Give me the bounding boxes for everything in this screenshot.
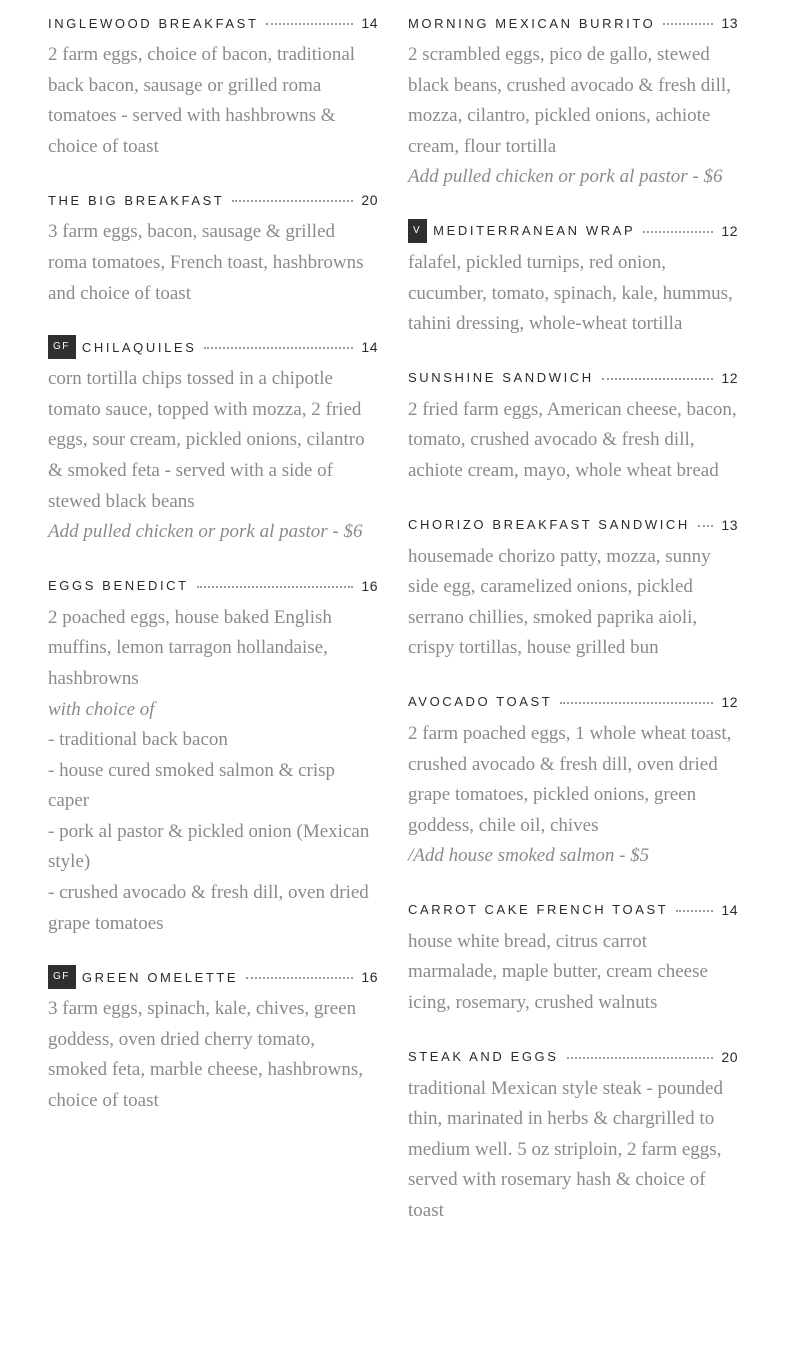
menu-item-name: EGGS BENEDICT xyxy=(48,578,189,594)
menu-item-description-text: 2 fried farm eggs, American cheese, bacon, tomato, crushed avocado & fresh dill, achiote cream, mayo, whole wheat bread xyxy=(408,398,737,481)
dot-leader xyxy=(266,23,353,25)
menu-item-header xyxy=(408,220,738,242)
menu-item-inglewood-breakfast xyxy=(48,12,378,162)
dot-leader xyxy=(676,910,713,912)
menu-item-header xyxy=(48,966,378,988)
menu-item-carrot-cake-french-toast xyxy=(408,899,738,1019)
menu-item-description xyxy=(408,1074,738,1227)
menu-item-description-text: 2 farm eggs, choice of bacon, traditional back bacon, sausage or grilled roma tomatoes - served with hashbrowns & choice of toast xyxy=(48,44,356,157)
menu-item-description xyxy=(48,40,378,162)
menu-item-price: 16 xyxy=(361,577,378,594)
menu-item-header xyxy=(48,189,378,211)
menu-item-description-text: traditional Mexican style steak - pounded thin, marinated in herbs & chargrilled to medium well. 5 oz striploin, 2 farm eggs, served with rosemary hash & choice of toast xyxy=(408,1077,723,1222)
menu-item-name: SUNSHINE SANDWICH xyxy=(408,370,594,386)
menu-item-price: 13 xyxy=(721,15,738,31)
menu-item-description xyxy=(408,248,738,340)
menu-item-price: 12 xyxy=(721,369,738,386)
menu-item-name: CARROT CAKE FRENCH TOAST xyxy=(408,902,669,918)
menu-item-sunshine-sandwich xyxy=(408,367,738,487)
menu-item-description xyxy=(408,40,738,193)
menu-item-name: THE BIG BREAKFAST xyxy=(48,192,225,208)
menu-item-name: MORNING MEXICAN BURRITO xyxy=(408,15,656,31)
menu-item-addon-note: Add pulled chicken or pork al pastor - $6 xyxy=(408,166,723,188)
menu-item-description-text: 3 farm eggs, spinach, kale, chives, green goddess, oven dried cherry tomato, smoked feta, marble cheese, hashbrowns, choice of toast xyxy=(48,998,363,1112)
dot-leader xyxy=(197,586,354,588)
menu-item-header xyxy=(48,336,378,358)
menu-item-header xyxy=(408,899,738,921)
menu-item-addon-note: Add pulled chicken or pork al pastor - $6 xyxy=(48,521,363,543)
menu-item-description xyxy=(408,927,738,1019)
menu-item-price: 20 xyxy=(721,1048,738,1065)
menu-item-description xyxy=(48,994,378,1116)
dietary-badge: V xyxy=(408,219,427,243)
menu-item-price: 20 xyxy=(361,192,378,209)
menu-item-header xyxy=(408,691,738,713)
right-menu-column xyxy=(408,12,738,1254)
menu-item-price: 14 xyxy=(361,339,378,356)
dot-leader xyxy=(567,1057,714,1059)
menu-item-chorizo-breakfast-sandwich xyxy=(408,514,738,664)
menu-item-the-big-breakfast xyxy=(48,189,378,309)
menu-item-morning-mexican-burrito xyxy=(408,12,738,193)
menu-item-name: STEAK AND EGGS xyxy=(408,1049,559,1065)
dietary-badge: GF xyxy=(48,335,76,359)
menu-item-chilaquiles xyxy=(48,336,378,548)
menu-item-description-text: falafel, pickled turnips, red onion, cucumber, tomato, spinach, kale, hummus, tahini dressing, whole-wheat tortilla xyxy=(408,251,733,335)
menu-item-description xyxy=(408,395,738,487)
menu-item-description-text: corn tortilla chips tossed in a chipotle tomato sauce, topped with mozza, 2 fried eggs, sour cream, pickled onions, cilantro & smoked feta - served with a side of stewed black beans xyxy=(48,368,365,512)
menu-item-description-text: housemade chorizo patty, mozza, sunny side egg, caramelized onions, pickled serrano chillies, smoked paprika aioli, crispy tortillas, house grilled bun xyxy=(408,545,711,659)
menu-item-description-text: - crushed avocado & fresh dill, oven dried grape tomatoes xyxy=(48,882,369,934)
menu-item-description-text: - house cured smoked salmon & crisp caper xyxy=(48,759,336,812)
menu-item-steak-and-eggs xyxy=(408,1046,738,1227)
menu-item-description-text: 2 farm poached eggs, 1 whole wheat toast, crushed avocado & fresh dill, oven dried grape tomatoes, pickled onions, green goddess, chile oil, chives xyxy=(408,722,732,836)
menu-item-name: CHILAQUILES xyxy=(81,339,197,355)
menu-item-description xyxy=(48,364,378,548)
dot-leader xyxy=(663,23,713,25)
menu-item-description-text: 2 scrambled eggs, pico de gallo, stewed black beans, crushed avocado & fresh dill, mozza, cilantro, pickled onions, achiote cream, flour tortilla xyxy=(408,44,731,157)
menu-item-name: INGLEWOOD BREAKFAST xyxy=(48,15,259,31)
menu-item-name: GREEN OMELETTE xyxy=(81,969,239,985)
dot-leader xyxy=(246,977,353,979)
menu-item-price: 12 xyxy=(721,693,738,710)
dot-leader xyxy=(643,231,713,233)
dot-leader xyxy=(602,378,714,380)
menu-item-header xyxy=(48,575,378,597)
menu-item-mediterranean-wrap xyxy=(408,220,738,340)
menu-item-name: AVOCADO TOAST xyxy=(408,694,553,710)
menu-item-price: 13 xyxy=(721,516,738,533)
menu-item-description-text: 2 poached eggs, house baked English muffins, lemon tarragon hollandaise, hashbrowns xyxy=(48,606,332,689)
menu-item-header xyxy=(408,514,738,536)
menu-item-description xyxy=(48,217,378,309)
left-menu-column xyxy=(48,12,378,1144)
menu-item-description-text: house white bread, citrus carrot marmalade, maple butter, cream cheese icing, rosemary, crushed walnuts xyxy=(408,930,708,1014)
menu-item-description-text: 3 farm eggs, bacon, sausage & grilled roma tomatoes, French toast, hashbrowns and choice of toast xyxy=(48,221,364,304)
menu-item-addon-note: /Add house smoked salmon - $5 xyxy=(408,845,650,867)
menu-item-header xyxy=(408,1046,738,1068)
menu-item-header xyxy=(48,12,378,34)
menu-item-description-text: - traditional back bacon xyxy=(48,729,228,751)
menu-item-addon-note: with choice of xyxy=(48,698,155,720)
menu-item-price: 14 xyxy=(721,901,738,918)
menu-item-description xyxy=(408,542,738,664)
menu-item-name: MEDITERRANEAN WRAP xyxy=(433,223,636,239)
menu-item-eggs-benedict xyxy=(48,575,378,940)
menu-item-avocado-toast xyxy=(408,691,738,872)
dot-leader xyxy=(204,347,353,349)
menu-item-description xyxy=(408,719,738,872)
dot-leader xyxy=(560,702,713,704)
dot-leader xyxy=(698,525,714,527)
menu-item-name: CHORIZO BREAKFAST SANDWICH xyxy=(408,517,690,533)
menu-item-green-omelette xyxy=(48,966,378,1116)
dot-leader xyxy=(232,200,353,202)
menu-item-price: 16 xyxy=(361,969,378,986)
menu-item-description xyxy=(48,603,378,940)
dietary-badge: GF xyxy=(48,965,76,989)
menu-item-header xyxy=(408,367,738,389)
menu-item-price: 12 xyxy=(721,222,738,239)
menu-item-price: 14 xyxy=(361,15,378,31)
menu-item-description-text: - pork al pastor & pickled onion (Mexican style) xyxy=(48,820,370,873)
menu-item-header xyxy=(408,12,738,34)
